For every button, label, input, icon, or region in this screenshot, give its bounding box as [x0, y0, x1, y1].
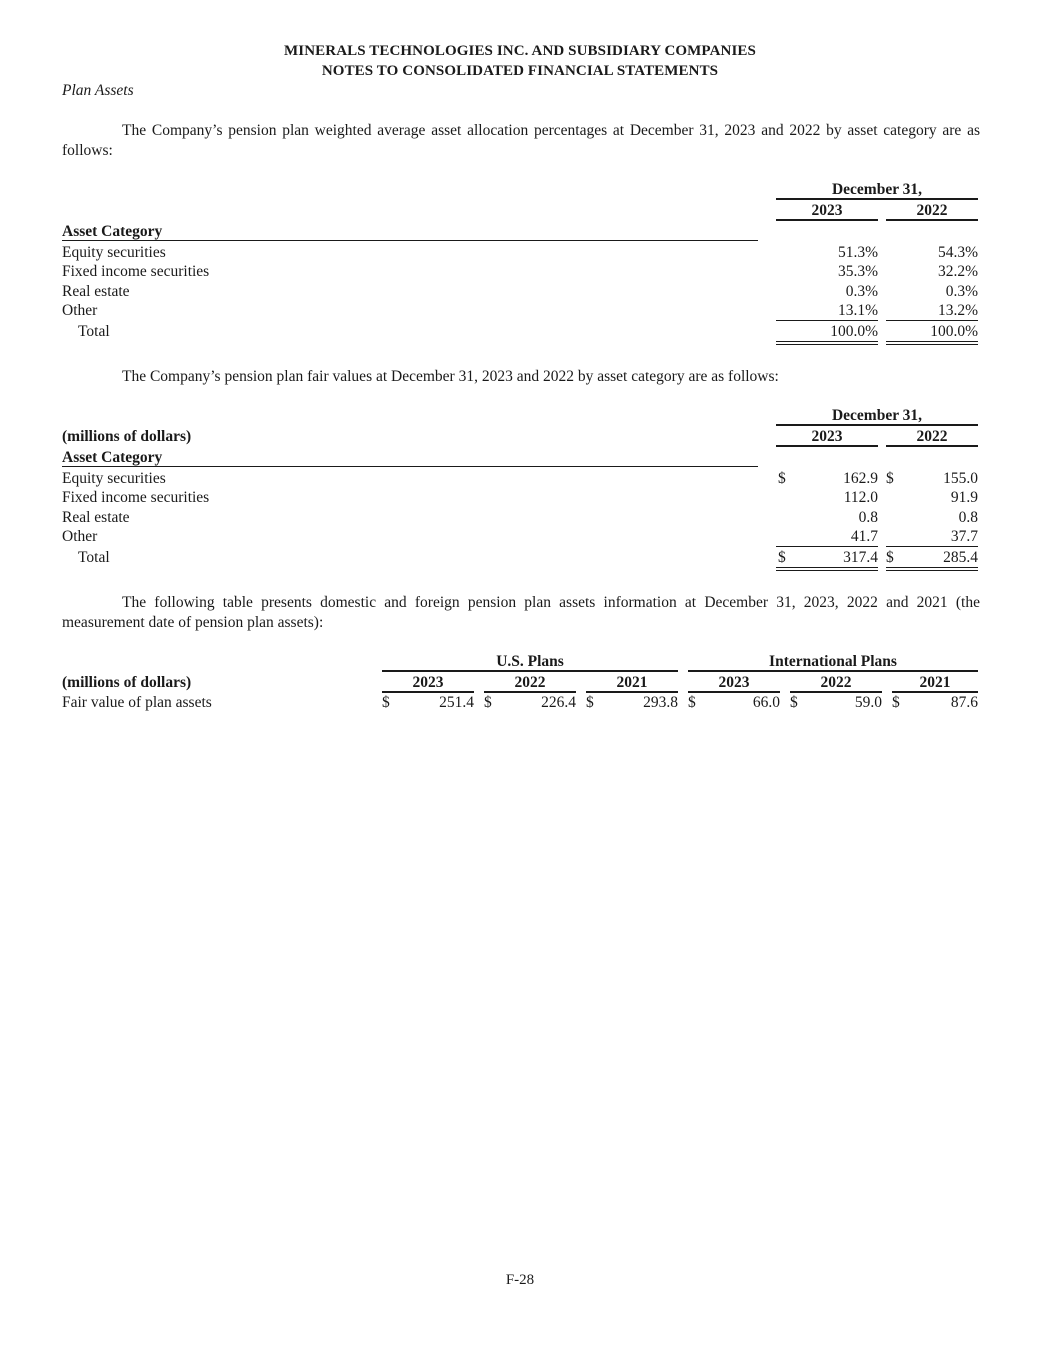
table1-total-double-rule-2022	[886, 341, 978, 345]
table3-currency-symbol: $	[484, 694, 492, 711]
table1-total-label: Total	[78, 323, 110, 340]
table3-currency-symbol: $	[790, 694, 798, 711]
table1-period-header: December 31,	[831, 181, 923, 198]
table2-row-label: Real estate	[62, 509, 130, 526]
section-title: Plan Assets	[62, 82, 134, 99]
table1-row-label: Other	[62, 302, 98, 319]
table1-intro: The Company’s pension plan weighted average asset allocation percentages at December 31, 2023 and 2022 by asset category are as follows:	[62, 122, 980, 159]
table1-total-value: 100.0%	[930, 323, 978, 340]
table2-subtotal-rule-2022	[886, 546, 978, 547]
table1-row-value: 54.3%	[937, 244, 978, 261]
table3-currency-symbol: $	[382, 694, 390, 711]
table1-row-label: Equity securities	[62, 244, 166, 261]
table2-total-double-rule-2023	[776, 567, 878, 571]
table1-row-label: Real estate	[62, 283, 130, 300]
table2-row-label: Fixed income securities	[62, 489, 210, 506]
table3-value: 59.0	[854, 694, 882, 711]
table3-group-us-rule	[382, 670, 678, 672]
table2-currency-symbol: $	[886, 470, 894, 487]
table1-category-rule	[62, 240, 758, 241]
table3-group-intl-rule	[688, 670, 978, 672]
table3-value: 87.6	[950, 694, 978, 711]
table3-col-year: 2023	[412, 674, 444, 691]
table2-category-rule	[62, 466, 758, 467]
report-notes-title: NOTES TO CONSOLIDATED FINANCIAL STATEMENTS	[321, 63, 719, 79]
table2-col-2023: 2023	[811, 428, 843, 445]
table2-col-rule-2023	[776, 445, 878, 447]
table3-value: 66.0	[752, 694, 780, 711]
table1-subtotal-rule-2022	[886, 320, 978, 321]
table2-currency-symbol: $	[886, 549, 894, 566]
table1-col-2023: 2023	[811, 202, 843, 219]
table1-row-value: 32.2%	[937, 263, 978, 280]
table3-col-year: 2022	[514, 674, 546, 691]
table1-subtotal-rule-2023	[776, 320, 878, 321]
table1-row-label: Fixed income securities	[62, 263, 210, 280]
table1-total-value: 100.0%	[830, 323, 878, 340]
page-number: F-28	[505, 1272, 535, 1288]
table2-row-value: 91.9	[950, 489, 978, 506]
table1-row-value: 13.1%	[837, 302, 878, 319]
table2-row-value: 112.0	[843, 489, 878, 506]
table3-col-year: 2023	[718, 674, 750, 691]
table2-total-label: Total	[78, 549, 110, 566]
table3-col-year: 2021	[616, 674, 648, 691]
table3-currency-symbol: $	[892, 694, 900, 711]
table3-row-label: Fair value of plan assets	[62, 694, 212, 711]
table2-currency-symbol: $	[778, 470, 786, 487]
table2-row-value: 41.7	[850, 528, 878, 545]
table1-row-value: 13.2%	[937, 302, 978, 319]
table3-value: 251.4	[439, 694, 474, 711]
table1-total-double-rule-2023	[776, 341, 878, 345]
table3-group-intl: International Plans	[769, 653, 897, 670]
table2-currency-symbol: $	[778, 549, 786, 566]
table1-col-2022: 2022	[916, 202, 948, 219]
table1-category-header: Asset Category	[62, 223, 163, 240]
table3-units: (millions of dollars)	[62, 674, 192, 691]
table3-currency-symbol: $	[586, 694, 594, 711]
table2-total-value: 285.4	[943, 549, 978, 566]
table1-row-value: 0.3%	[845, 283, 878, 300]
table2-col-rule-2022	[886, 445, 978, 447]
table2-row-label: Other	[62, 528, 98, 545]
table3-value: 226.4	[541, 694, 576, 711]
table2-col-2022: 2022	[916, 428, 948, 445]
table3-currency-symbol: $	[688, 694, 696, 711]
table2-intro: The Company’s pension plan fair values at December 31, 2023 and 2022 by asset category are as follows:	[122, 368, 779, 385]
table3-group-us: U.S. Plans	[496, 653, 564, 670]
table3-col-year: 2021	[919, 674, 951, 691]
table1-row-value: 51.3%	[837, 244, 878, 261]
table2-row-value: 0.8	[858, 509, 878, 526]
table3-intro: The following table presents domestic and foreign pension plan assets information at December 31, 2023, 2022 and 2021 (the measurement date of pension plan assets):	[62, 594, 980, 631]
table2-row-value: 162.9	[843, 470, 878, 487]
table2-row-value: 37.7	[950, 528, 978, 545]
table2-period-header: December 31,	[831, 407, 923, 424]
table2-period-rule	[776, 424, 978, 426]
table2-total-double-rule-2022	[886, 567, 978, 571]
table2-units: (millions of dollars)	[62, 428, 192, 445]
table1-row-value: 0.3%	[945, 283, 978, 300]
table3-value: 293.8	[643, 694, 678, 711]
table2-row-value: 155.0	[943, 470, 978, 487]
table2-row-label: Equity securities	[62, 470, 166, 487]
table1-row-value: 35.3%	[837, 263, 878, 280]
report-company-title: MINERALS TECHNOLOGIES INC. AND SUBSIDIARY COMPANIES	[284, 43, 756, 59]
table2-category-header: Asset Category	[62, 449, 163, 466]
table2-total-value: 317.4	[843, 549, 878, 566]
table2-subtotal-rule-2023	[776, 546, 878, 547]
table2-row-value: 0.8	[958, 509, 978, 526]
table1-col-rule-2022	[886, 219, 978, 221]
table1-period-rule	[776, 198, 978, 200]
table1-col-rule-2023	[776, 219, 878, 221]
table3-col-year: 2022	[820, 674, 852, 691]
